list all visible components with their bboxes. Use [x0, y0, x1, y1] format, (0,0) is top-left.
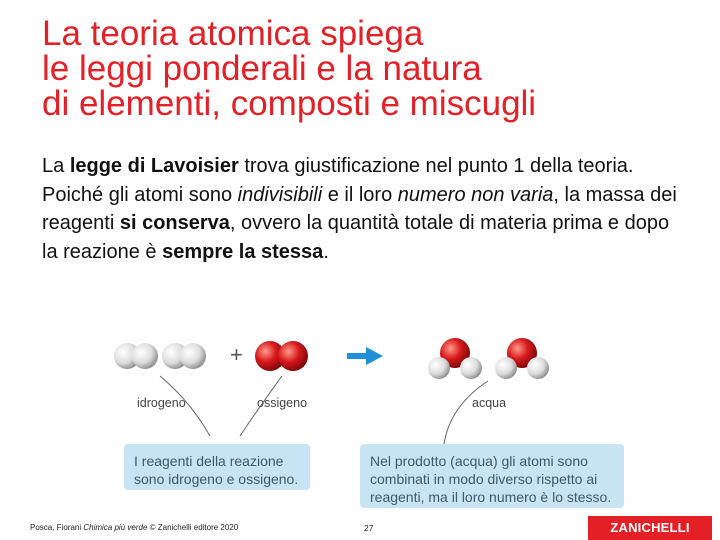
text: e il loro [322, 183, 398, 206]
credit-text: Posca, Fiorani [30, 523, 84, 532]
bold-stessa: sempre la stessa [162, 240, 324, 263]
hydrogen-atom-icon [460, 357, 482, 379]
title-line-2: le leggi ponderali e la natura [42, 49, 482, 88]
credit-book-title: Chimica più verde [83, 523, 148, 532]
footer-credit [30, 523, 238, 532]
oxygen-molecule [255, 341, 308, 371]
reaction-illustration [100, 326, 630, 446]
paragraph-lavoisier [42, 152, 682, 181]
slide-title [42, 16, 682, 121]
publisher-logo: ZANICHELLI [588, 516, 712, 540]
reaction-figure [100, 326, 630, 516]
bold-conserva: si conserva [119, 212, 230, 235]
hydrogen-atom-icon [180, 343, 206, 369]
hydrogen-atom-icon [132, 343, 158, 369]
slide-body [42, 152, 682, 266]
water-molecule [428, 338, 482, 379]
product-info-box: Nel prodotto (acqua) gli atomi sono combinati in modo diverso rispetto ai reagenti, ma il loro numero è lo stesso. [360, 444, 624, 508]
bold-lavoisier: legge di Lavoisier [69, 155, 239, 177]
text: trova giustificazione nel punto 1 della teoria. [238, 155, 634, 177]
credit-text: © Zanichelli editore 2020 [147, 523, 239, 532]
oxygen-atom-icon [278, 341, 308, 371]
hydrogen-molecule [114, 343, 158, 369]
hydrogen-atom-icon [495, 357, 517, 379]
reagents-info-box: I reagenti della reazione sono idrogeno e ossigeno. [124, 444, 310, 490]
italic-indivisibili: indivisibili [237, 183, 323, 206]
hydrogen-molecule [162, 343, 206, 369]
label-oxygen: ossigeno [257, 396, 308, 410]
text: , la massa dei reagenti [42, 183, 677, 235]
label-hydrogen: idrogeno [137, 396, 186, 410]
text: La [42, 155, 70, 177]
text: . [323, 240, 329, 263]
italic-numero: numero non varia [397, 183, 554, 206]
plus-sign: + [230, 342, 243, 367]
text: Poiché gli atomi sono [42, 183, 238, 206]
paragraph-conservation [42, 181, 682, 267]
label-water: acqua [472, 396, 507, 410]
leader-line [444, 381, 488, 444]
page-number: 27 [364, 523, 374, 533]
title-line-1: La teoria atomica spiega [42, 14, 424, 53]
hydrogen-atom-icon [428, 357, 450, 379]
title-line-3: di elementi, composti e miscugli [42, 84, 537, 123]
text: , ovvero la quantità totale di materia prima e dopo la reazione è [42, 212, 670, 263]
hydrogen-atom-icon [527, 357, 549, 379]
water-molecule [495, 338, 549, 379]
reaction-arrow-icon [347, 347, 383, 365]
